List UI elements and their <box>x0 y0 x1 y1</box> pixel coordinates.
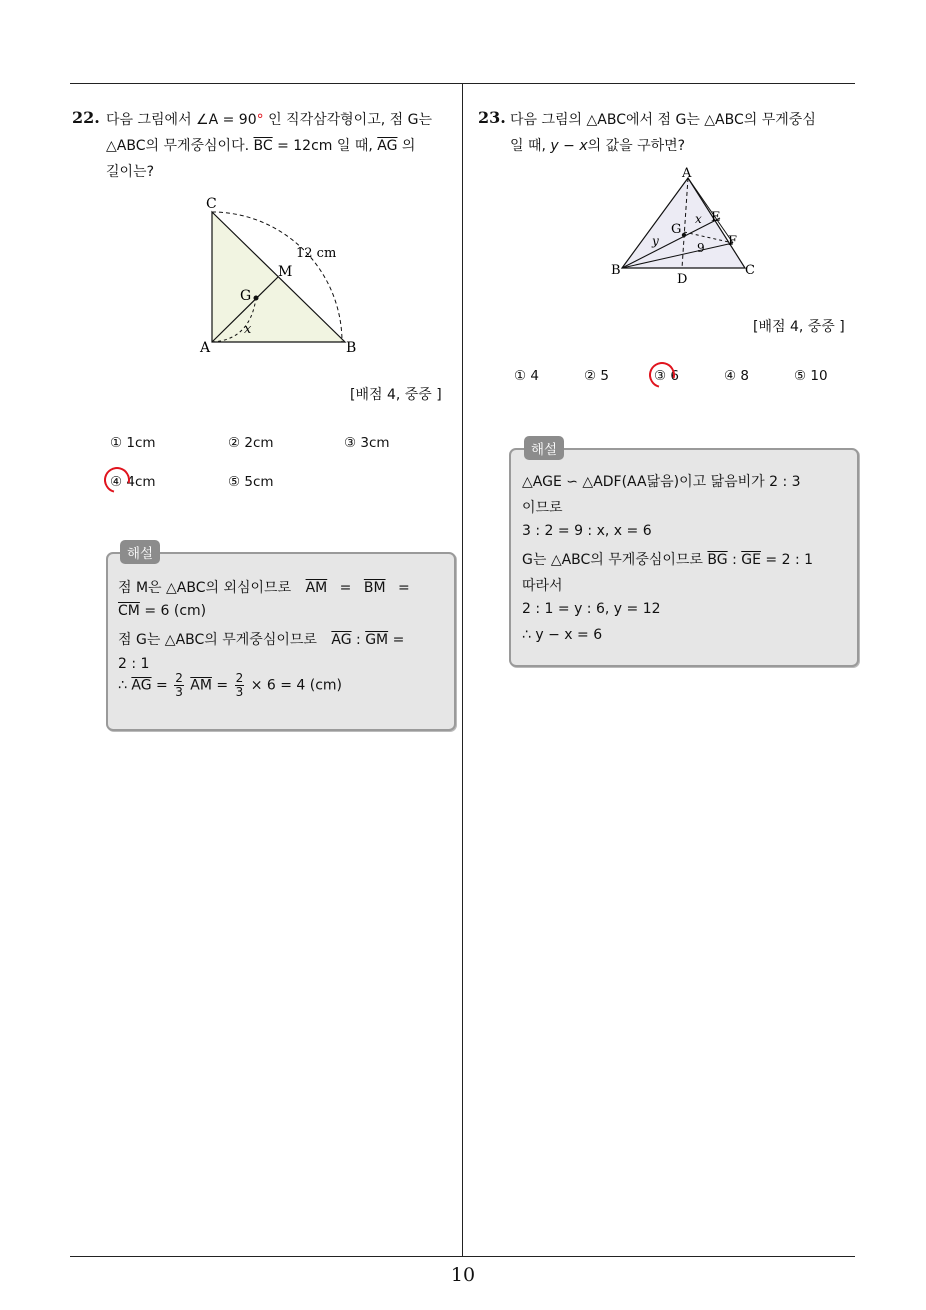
nine-label: 9 <box>697 241 705 255</box>
degree-sign: ° <box>256 112 264 128</box>
solution-line2 <box>118 603 206 619</box>
question-text: 의 값을 구하면? <box>587 138 686 154</box>
question-text: 의 <box>401 138 416 154</box>
solution-line4 <box>522 549 813 569</box>
question-text-line2 <box>510 135 685 155</box>
equals: = <box>392 632 405 648</box>
solution-text: 점 M은 △ABC의 외심이므로 <box>118 580 292 596</box>
question-text: 인 직각삼각형이고, 점 G는 <box>268 112 432 128</box>
solution-line1: △AGE ∽ △ADF(AA닮음)이고 닮음비가 2 : 3 <box>522 474 801 490</box>
centroid-triangle-figure <box>600 165 770 290</box>
point-g-label: G <box>671 222 682 237</box>
choice-4[interactable]: ④ 4cm <box>110 474 156 490</box>
question-text: △ABC의 무게중심이다. <box>106 138 250 154</box>
equals: = <box>156 677 168 694</box>
solution-text: G는 △ABC의 무게중심이므로 <box>522 552 703 568</box>
point-d-label: D <box>677 272 688 287</box>
bottom-rule <box>70 1256 855 1257</box>
segment-bm: $\overline{BM}$ <box>363 580 386 596</box>
question-number: 22. <box>72 108 100 127</box>
question-number: 23. <box>478 108 506 127</box>
point-g-label: G <box>240 288 252 304</box>
question-text-line1 <box>106 109 432 129</box>
solution-line3 <box>118 629 404 649</box>
solution-line5 <box>118 672 342 699</box>
solution-text: 점 G는 △ABC의 무게중심이므로 <box>118 632 317 648</box>
choice-3[interactable]: ③ 3cm <box>344 435 390 451</box>
answer-mark-circle <box>644 357 680 393</box>
solution-text: = 2 : 1 <box>765 552 814 568</box>
x-label: x <box>244 322 252 337</box>
segment-bc: $\overline{BC}$ <box>253 138 273 154</box>
solution-tag: 해설 <box>120 540 160 564</box>
solution-line5: 따라서 <box>522 578 563 594</box>
choice-1[interactable]: ① 4 <box>514 368 539 384</box>
solution-line7: ∴ y − x = 6 <box>522 627 603 643</box>
frac-numerator: 2 <box>235 671 244 685</box>
choice-2[interactable]: ② 5 <box>584 368 609 384</box>
choice-3[interactable]: ③ 6 <box>654 368 679 384</box>
segment-gm: $\overline{GM}$ <box>365 632 389 648</box>
equals: = <box>398 580 410 596</box>
question-text: 일 때, <box>510 138 546 154</box>
solution-line4: 2 : 1 <box>118 656 150 672</box>
fraction-two-thirds <box>235 672 245 699</box>
question-text-line2 <box>106 135 415 155</box>
answer-mark-circle <box>99 462 135 498</box>
solution-line1 <box>118 577 410 597</box>
vertex-a-label: A <box>200 340 211 356</box>
frac-numerator: 2 <box>175 671 183 685</box>
right-triangle-figure <box>190 190 370 360</box>
vertex-b-label: B <box>346 340 357 356</box>
therefore: ∴ <box>118 677 127 694</box>
frac-denominator: 3 <box>175 685 183 699</box>
column-divider <box>462 83 463 1256</box>
page-number: 10 <box>450 1264 476 1286</box>
point-m-label: M <box>278 264 293 280</box>
score-difficulty: [배점 4, 중중 ] <box>350 387 442 403</box>
question-text: = 12cm 일 때, <box>277 138 373 154</box>
segment-am: $\overline{AM}$ <box>190 677 212 694</box>
segment-ag: $\overline{AG}$ <box>131 677 152 694</box>
solution-line3: 3 : 2 = 9 : x, x = 6 <box>522 523 652 539</box>
vertex-c-label: C <box>745 263 755 278</box>
vertex-a-label: A <box>682 166 692 181</box>
choice-1[interactable]: ① 1cm <box>110 435 156 451</box>
solution-tag: 해설 <box>524 436 564 460</box>
question-text: 다음 그림에서 ∠A = 90 <box>106 112 257 128</box>
x-label: x <box>695 212 702 226</box>
choice-2[interactable]: ② 2cm <box>228 435 274 451</box>
choice-5[interactable]: ⑤ 5cm <box>228 474 274 490</box>
segment-ag: $\overline{AG}$ <box>331 632 352 648</box>
point-f-label: F <box>728 234 738 249</box>
fraction-two-thirds <box>174 672 184 699</box>
expression: y − x <box>550 138 588 154</box>
equals: = <box>339 580 352 596</box>
point-g <box>682 233 686 237</box>
segment-ge: $\overline{GE}$ <box>741 552 761 568</box>
colon: : <box>356 632 361 648</box>
vertex-b-label: B <box>611 263 621 278</box>
colon: : <box>732 552 737 568</box>
point-e-label: E <box>711 210 721 225</box>
segment-am: $\overline{AM}$ <box>305 580 328 596</box>
y-label: y <box>652 234 659 248</box>
length-label: 12 cm <box>296 246 337 261</box>
solution-text: × 6 = 4 (cm) <box>250 677 343 694</box>
choice-5[interactable]: ⑤ 10 <box>794 368 828 384</box>
vertex-c-label: C <box>206 196 217 212</box>
question-text-line1: 다음 그림의 △ABC에서 점 G는 △ABC의 무게중심 <box>510 112 816 128</box>
choice-4[interactable]: ④ 8 <box>724 368 749 384</box>
equals: = <box>216 677 229 694</box>
frac-denominator: 3 <box>235 685 244 699</box>
segment-cm: $\overline{CM}$ <box>118 603 140 619</box>
solution-text: = 6 (cm) <box>144 603 207 619</box>
segment-ag: $\overline{AG}$ <box>377 138 398 154</box>
solution-line2: 이므로 <box>522 500 563 516</box>
question-text-line3: 길이는? <box>106 164 155 180</box>
segment-bg: $\overline{BG}$ <box>707 552 728 568</box>
point-g <box>254 296 259 301</box>
solution-line6: 2 : 1 = y : 6, y = 12 <box>522 601 661 617</box>
score-difficulty: [배점 4, 중중 ] <box>753 319 845 335</box>
